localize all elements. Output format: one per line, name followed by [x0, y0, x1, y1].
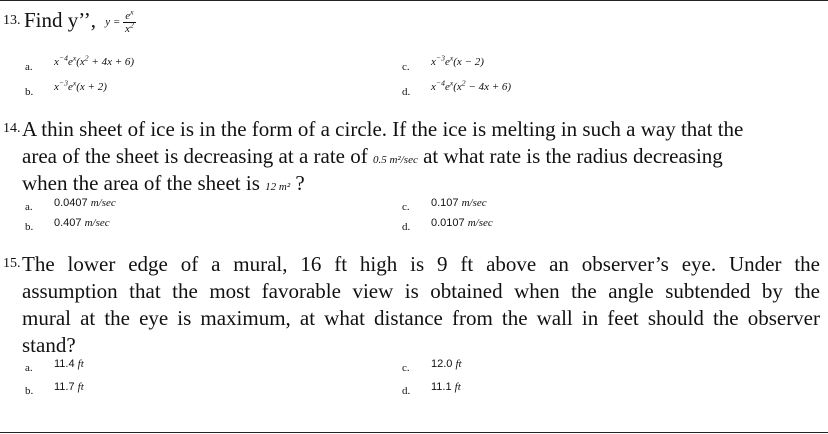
- denominator-base: x: [125, 22, 130, 35]
- option-a-text: 0.0407 m/sec: [54, 197, 116, 209]
- question-14-line-2: area of the sheet is decreasing at a rate of 0.5 m²/sec at what rate is the radius decreasing: [22, 144, 723, 168]
- option-letter: c.: [402, 362, 410, 374]
- question-number: 13.: [3, 13, 21, 28]
- option-letter: a.: [25, 61, 33, 73]
- option-b-text: 0.407 m/sec: [54, 217, 110, 229]
- option-c-text: 12.0 ft: [431, 358, 462, 370]
- top-rule: [0, 0, 828, 1]
- option-d-expression: $x^{-4}e^x(x^2 - 4x + 6)$: [431, 78, 512, 93]
- question-number: 15.: [3, 256, 21, 271]
- option-b-expression: $x^{-3}e^x(x + 2)$: [54, 78, 107, 93]
- option-letter: c.: [402, 61, 410, 73]
- option-a-expression: $x^{-4}e^x(x^2 + 4x + 6)$: [54, 53, 135, 68]
- bottom-rule: [0, 432, 828, 433]
- question-13-prompt: [24, 8, 136, 35]
- option-letter: b.: [25, 221, 34, 233]
- option-letter: b.: [25, 385, 34, 397]
- question-15-line-3: mural at the eye is maximum, at what distance from the wall in feet should the observer: [22, 306, 820, 330]
- option-letter: d.: [402, 385, 411, 397]
- equation-lhs: y =: [105, 16, 121, 29]
- option-letter: d.: [402, 86, 411, 98]
- question-15-line-1: The lower edge of a mural, 16 ft high is 9 ft above an observer’s eye. Under the: [22, 252, 820, 276]
- question-14-line-1: A thin sheet of ice is in the form of a circle. If the ice is melting in such a way that the: [22, 117, 744, 141]
- question-14-line-3: when the area of the sheet is 12 m² ?: [22, 171, 305, 195]
- option-d-text: 0.0107 m/sec: [431, 217, 493, 229]
- numerator-base: e: [125, 9, 131, 22]
- question-15-line-2: assumption that the most favorable view is obtained when the angle subtended by the: [22, 279, 820, 303]
- option-letter: d.: [402, 221, 411, 233]
- question-15-line-4: stand?: [22, 333, 76, 357]
- option-d-text: 11.1 ft: [431, 381, 461, 393]
- option-b-text: 11.7 ft: [54, 381, 84, 393]
- option-c-text: 0.107 m/sec: [431, 197, 487, 209]
- option-letter: a.: [25, 201, 33, 213]
- question-text: Find y’’,: [24, 8, 96, 32]
- area-value: 12 m²: [265, 181, 291, 193]
- option-letter: c.: [402, 201, 410, 213]
- equation-fraction: [123, 7, 135, 35]
- option-c-expression: $x^{-3}e^x(x - 2)$: [431, 53, 484, 68]
- option-letter: a.: [25, 362, 33, 374]
- option-letter: b.: [25, 86, 34, 98]
- rate-value: 0.5 m²/sec: [372, 154, 418, 166]
- question-number: 14.: [3, 121, 21, 136]
- numerator-exponent: x: [130, 7, 134, 17]
- option-a-text: 11.4 ft: [54, 358, 84, 370]
- denominator-exponent: 2: [129, 20, 134, 30]
